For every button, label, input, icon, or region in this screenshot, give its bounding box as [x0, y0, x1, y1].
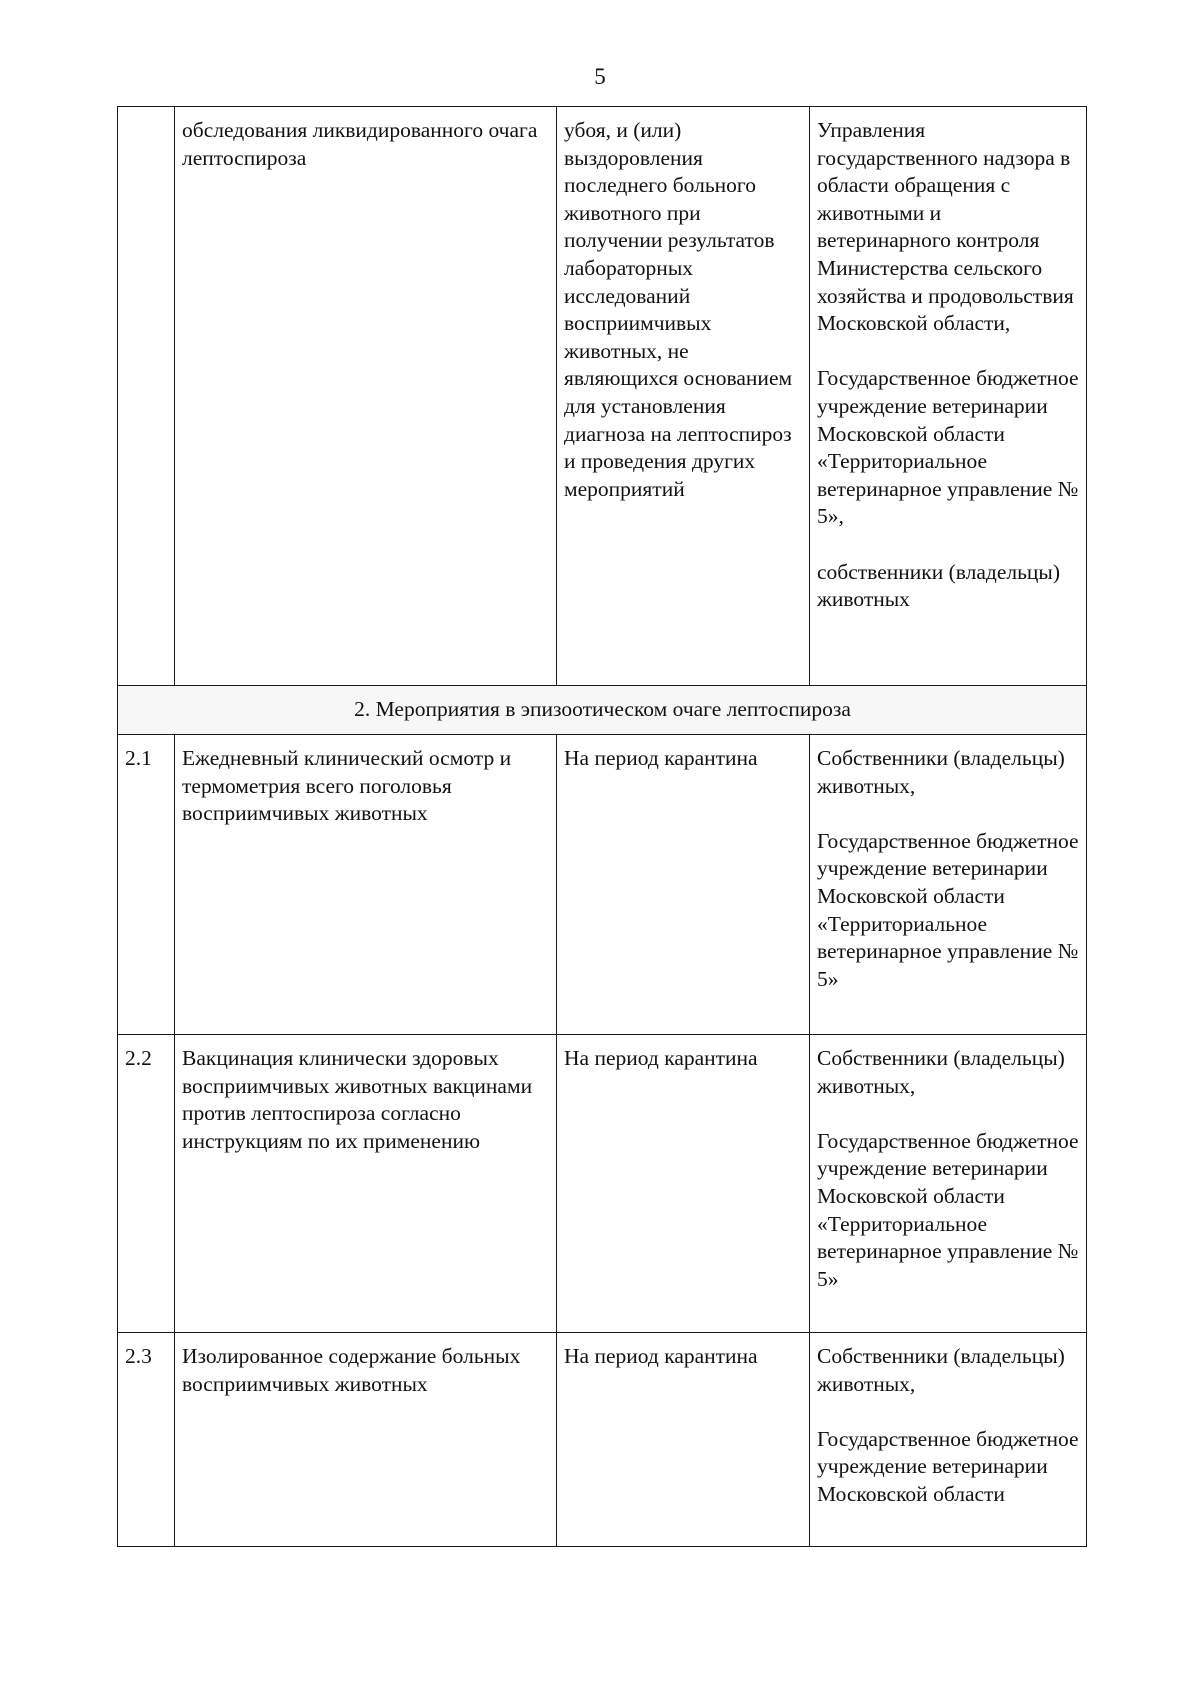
activity-cell: обследования ликвидированного очага лептоспироза — [175, 107, 557, 686]
activity-cell: Вакцинация клинически здоровых восприимчивых животных вакцинами против лептоспироза согласно инструкциям по их применению — [175, 1035, 557, 1333]
responsible-text: Собственники (владельцы) животных, — [817, 746, 1065, 798]
responsible-cell — [810, 1333, 1087, 1547]
responsible-cell — [810, 1035, 1087, 1333]
row-number-cell: 2.1 — [118, 735, 175, 1035]
responsible-text: собственники (владельцы) животных — [817, 559, 1061, 612]
responsible-text: Собственники (владельцы) животных, — [817, 1344, 1065, 1396]
responsible-cell — [810, 735, 1087, 1035]
activity-cell: Изолированное содержание больных восприимчивых животных — [175, 1333, 557, 1547]
measures-table — [117, 106, 1087, 1547]
row-number-cell: 2.2 — [118, 1035, 175, 1333]
activity-cell: Ежедневный клинический осмотр и термометрия всего поголовья восприимчивых животных — [175, 735, 557, 1035]
responsible-text: Управления государственного надзора в области обращения с животными и ветеринарного контроля Министерства сельского хозяйства и продовольствия Московской области, — [817, 118, 1074, 336]
responsible-text: Государственное бюджетное учреждение ветеринарии Московской области «Территориальное ветеринарное управление № 5» — [817, 828, 1079, 991]
term-cell: На период карантина — [557, 735, 810, 1035]
responsible-text: Государственное бюджетное учреждение ветеринарии Московской области «Территориальное ветеринарное управление № 5» — [817, 1128, 1079, 1291]
table-row-continued — [118, 107, 1087, 686]
row-number-cell: 2.3 — [118, 1333, 175, 1547]
term-cell: На период карантина — [557, 1035, 810, 1333]
page-number: 5 — [594, 64, 606, 89]
section-header-row — [118, 686, 1087, 735]
responsible-text: Собственники (владельцы) животных, — [817, 1046, 1065, 1098]
responsible-cell — [810, 107, 1087, 686]
term-cell: убоя, и (или) выздоровления последнего больного животного при получении результатов лабораторных исследований восприимчивых животных, не являющихся основанием для установления диагноза на лептоспироз и проведения других мероприятий — [557, 107, 810, 686]
responsible-text: Государственное бюджетное учреждение ветеринарии Московской области «Территориальное ветеринарное управление № 5», — [817, 366, 1079, 529]
term-cell: На период карантина — [557, 1333, 810, 1547]
table-row — [118, 735, 1087, 1035]
section-title: 2. Мероприятия в эпизоотическом очаге лептоспироза — [118, 686, 1087, 735]
row-number-cell — [118, 107, 175, 686]
table-row — [118, 1333, 1087, 1547]
responsible-text: Государственное бюджетное учреждение ветеринарии Московской области — [817, 1426, 1079, 1506]
table-row — [118, 1035, 1087, 1333]
